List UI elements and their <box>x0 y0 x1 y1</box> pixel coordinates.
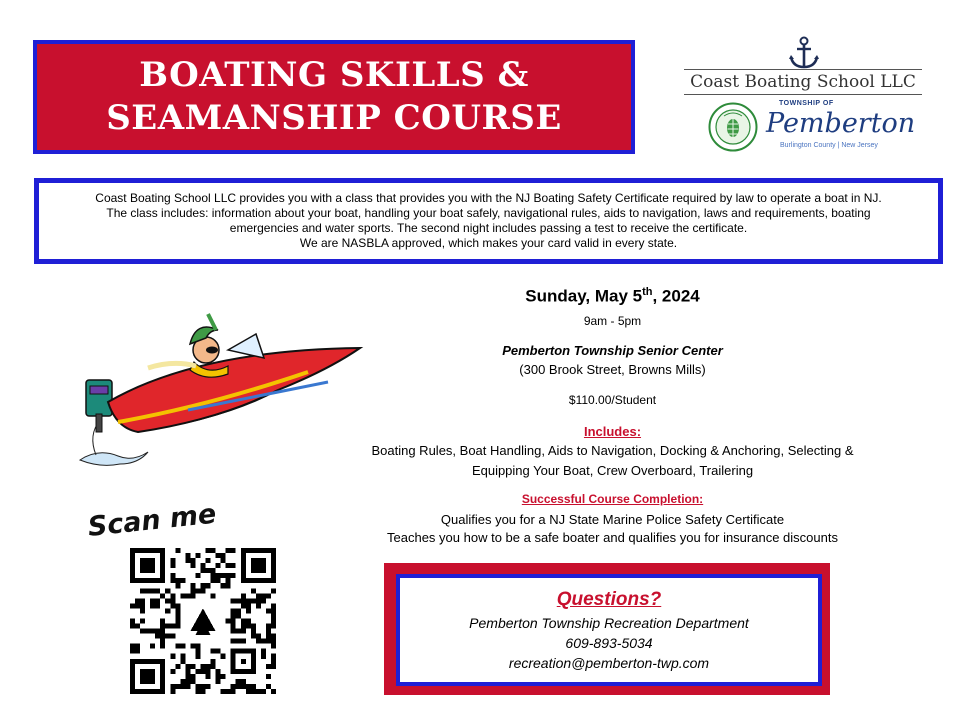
title-line-2: SEAMANSHIP COURSE <box>106 98 562 138</box>
questions-box <box>396 574 822 686</box>
includes-line: Equipping Your Boat, Crew Overboard, Trailering <box>471 463 754 478</box>
title-line-1: BOATING SKILLS & <box>139 55 529 95</box>
description-line: We are NASBLA approved, which makes your card valid in every state. <box>299 236 678 250</box>
township-name: Pemberton <box>766 108 916 139</box>
questions-heading: Questions? <box>556 589 662 610</box>
logo-divider-bottom <box>684 94 922 95</box>
event-time: 9am - 5pm <box>583 314 642 328</box>
school-logo-name: Coast Boating School LLC <box>690 72 916 92</box>
completion-line: Teaches you how to be a safe boater and qualifies you for insurance discounts <box>387 530 838 545</box>
scan-me-label: Scan me <box>86 498 218 543</box>
course-title-banner <box>33 40 635 154</box>
anchor-icon <box>788 36 820 70</box>
township-label: TOWNSHIP OF <box>779 100 834 107</box>
course-price: $110.00/Student <box>568 393 657 407</box>
description-line: Coast Boating School LLC provides you with a class that provides you with the NJ Boating Safety Certificate required by law to operate a boat in NJ. <box>95 191 882 205</box>
logo-divider-top <box>684 69 922 70</box>
contact-phone[interactable]: 609-893-5034 <box>565 635 653 651</box>
includes-list <box>340 441 885 481</box>
completion-line: Qualifies you for a NJ State Marine Police Safety Certificate <box>440 512 785 527</box>
qr-code[interactable] <box>130 548 276 694</box>
completion-benefits <box>340 511 885 547</box>
township-county: Burlington County | New Jersey <box>780 142 878 149</box>
course-description <box>34 178 943 264</box>
description-line: The class includes: information about your boat, handling your boat safely, navigational rules, aids to navigation, laws and requirements, boating <box>106 206 871 220</box>
contact-department: Pemberton Township Recreation Department <box>469 615 749 631</box>
venue-name: Pemberton Township Senior Center <box>502 343 723 358</box>
township-seal-icon <box>708 102 758 152</box>
speedboat-illustration <box>78 310 368 470</box>
contact-email[interactable]: recreation@pemberton-twp.com <box>508 655 710 671</box>
event-date: Sunday, May 5th, 2024 <box>525 286 700 306</box>
completion-heading: Successful Course Completion: <box>521 492 704 506</box>
description-line: emergencies and water sports. The second night includes passing a test to receive the certificate. <box>229 221 748 235</box>
venue-address: (300 Brook Street, Browns Mills) <box>519 362 706 377</box>
includes-heading: Includes: <box>583 424 642 439</box>
includes-line: Boating Rules, Boat Handling, Aids to Navigation, Docking & Anchoring, Selecting & <box>371 443 854 458</box>
